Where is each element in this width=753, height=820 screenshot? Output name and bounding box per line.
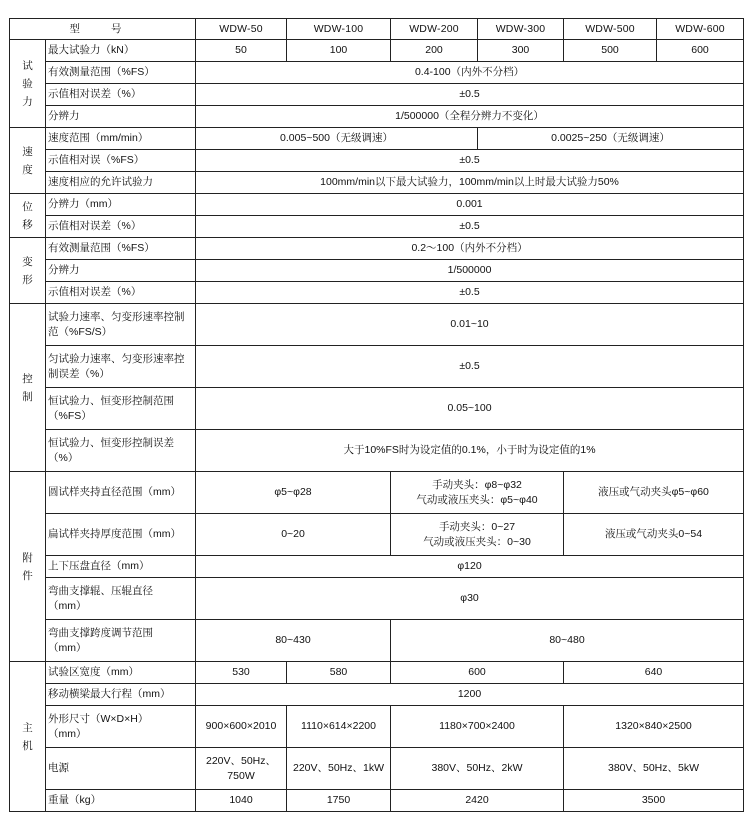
cell-value: 0.05~100 xyxy=(196,388,744,430)
cell-value: 0.0025~250（无级调速） xyxy=(478,128,744,150)
category-main: 主 机 xyxy=(10,662,46,812)
table-row xyxy=(10,472,744,514)
table-row xyxy=(10,514,744,556)
cell-value: 200 xyxy=(391,40,478,62)
table-row xyxy=(10,388,744,430)
cell-value: ±0.5 xyxy=(196,150,744,172)
row-label: 示值相对误差（%） xyxy=(46,84,196,106)
table-row xyxy=(10,430,744,472)
cell-value: 220V、50Hz、 750W xyxy=(196,748,287,790)
table-row xyxy=(10,40,744,62)
model-wdw-100: WDW-100 xyxy=(287,19,391,40)
row-label: 外形尺寸（W×D×H） （mm） xyxy=(46,706,196,748)
row-label: 匀试验力速率、匀变形速率控 制误差（%） xyxy=(46,346,196,388)
row-label: 扁试样夹持厚度范围（mm） xyxy=(46,514,196,556)
cell-value: ±0.5 xyxy=(196,282,744,304)
cell-value: 500 xyxy=(564,40,657,62)
cell-value: 50 xyxy=(196,40,287,62)
row-label: 示值相对误差（%） xyxy=(46,216,196,238)
model-wdw-200: WDW-200 xyxy=(391,19,478,40)
category-control: 控 制 xyxy=(10,304,46,472)
table-row xyxy=(10,106,744,128)
row-label: 分辨力（mm） xyxy=(46,194,196,216)
cell-value: 220V、50Hz、1kW xyxy=(287,748,391,790)
row-label: 恒试验力、恒变形控制误差 （%） xyxy=(46,430,196,472)
cell-value: φ5~φ28 xyxy=(196,472,391,514)
table-row xyxy=(10,346,744,388)
cell-value: 大于10%FS时为设定值的0.1%，小于时为设定值的1% xyxy=(196,430,744,472)
cell-value: 0~20 xyxy=(196,514,391,556)
spec-table xyxy=(9,18,744,812)
header-row xyxy=(10,19,744,40)
cell-value: ±0.5 xyxy=(196,216,744,238)
category-deformation: 变 形 xyxy=(10,238,46,304)
cell-value: 0.4-100（内外不分档） xyxy=(196,62,744,84)
table-row xyxy=(10,304,744,346)
cell-value: 0.001 xyxy=(196,194,744,216)
cell-value: 380V、50Hz、2kW xyxy=(391,748,564,790)
cell-value: 80~480 xyxy=(391,620,744,662)
table-row xyxy=(10,128,744,150)
cell-value: 600 xyxy=(391,662,564,684)
model-wdw-50: WDW-50 xyxy=(196,19,287,40)
category-accessories: 附 件 xyxy=(10,472,46,662)
table-row xyxy=(10,748,744,790)
table-row xyxy=(10,662,744,684)
cell-value: 640 xyxy=(564,662,744,684)
table-row xyxy=(10,238,744,260)
cell-value: 2420 xyxy=(391,790,564,812)
cell-value: 1/500000 xyxy=(196,260,744,282)
row-label: 分辨力 xyxy=(46,260,196,282)
model-wdw-300: WDW-300 xyxy=(478,19,564,40)
cell-value: 1180×700×2400 xyxy=(391,706,564,748)
table-row xyxy=(10,790,744,812)
table-row xyxy=(10,62,744,84)
table-row xyxy=(10,578,744,620)
row-label: 重量（kg） xyxy=(46,790,196,812)
cell-value: 液压或气动夹头φ5~φ60 xyxy=(564,472,744,514)
table-row xyxy=(10,150,744,172)
category-displacement: 位 移 xyxy=(10,194,46,238)
cell-value: 0.005~500（无级调速） xyxy=(196,128,478,150)
model-label: 型 号 xyxy=(10,19,196,40)
row-label: 试验力速率、匀变形速率控制 范（%FS/S） xyxy=(46,304,196,346)
cell-value: ±0.5 xyxy=(196,84,744,106)
row-label: 恒试验力、恒变形控制范围 （%FS） xyxy=(46,388,196,430)
table-row xyxy=(10,556,744,578)
cell-value: 300 xyxy=(478,40,564,62)
cell-value: φ120 xyxy=(196,556,744,578)
row-label: 圆试样夹持直径范围（mm） xyxy=(46,472,196,514)
cell-value: 1040 xyxy=(196,790,287,812)
cell-value: 580 xyxy=(287,662,391,684)
cell-value: 1200 xyxy=(196,684,744,706)
row-label: 最大试验力（kN） xyxy=(46,40,196,62)
table-row xyxy=(10,684,744,706)
row-label: 上下压盘直径（mm） xyxy=(46,556,196,578)
category-speed: 速 度 xyxy=(10,128,46,194)
row-label: 速度相应的允许试验力 xyxy=(46,172,196,194)
cell-value: 手动夹头：φ8~φ32 气动或液压夹头：φ5~φ40 xyxy=(391,472,564,514)
row-label: 移动横梁最大行程（mm） xyxy=(46,684,196,706)
row-label: 示值相对误差（%） xyxy=(46,282,196,304)
table-row xyxy=(10,172,744,194)
row-label: 电源 xyxy=(46,748,196,790)
table-row xyxy=(10,84,744,106)
cell-value: 100mm/min以下最大试验力，100mm/min以上时最大试验力50% xyxy=(196,172,744,194)
cell-value: 0.2～100（内外不分档） xyxy=(196,238,744,260)
row-label: 弯曲支撑跨度调节范围 （mm） xyxy=(46,620,196,662)
row-label: 分辨力 xyxy=(46,106,196,128)
row-label: 速度范围（mm/min） xyxy=(46,128,196,150)
cell-value: 380V、50Hz、5kW xyxy=(564,748,744,790)
table-row xyxy=(10,216,744,238)
spec-table-container xyxy=(9,18,744,812)
cell-value: 80~430 xyxy=(196,620,391,662)
cell-value: 1110×614×2200 xyxy=(287,706,391,748)
table-row xyxy=(10,282,744,304)
row-label: 示值相对误（%FS） xyxy=(46,150,196,172)
table-row xyxy=(10,194,744,216)
cell-value: 900×600×2010 xyxy=(196,706,287,748)
table-row xyxy=(10,260,744,282)
row-label: 弯曲支撑辊、压辊直径 （mm） xyxy=(46,578,196,620)
cell-value: 手动夹头：0~27 气动或液压夹头：0~30 xyxy=(391,514,564,556)
cell-value: 0.01~10 xyxy=(196,304,744,346)
row-label: 有效测量范围（%FS） xyxy=(46,62,196,84)
row-label: 试验区宽度（mm） xyxy=(46,662,196,684)
cell-value: 530 xyxy=(196,662,287,684)
cell-value: 1/500000（全程分辨力不变化） xyxy=(196,106,744,128)
model-wdw-500: WDW-500 xyxy=(564,19,657,40)
table-row xyxy=(10,620,744,662)
cell-value: 液压或气动夹头0~54 xyxy=(564,514,744,556)
cell-value: φ30 xyxy=(196,578,744,620)
table-row xyxy=(10,706,744,748)
cell-value: 600 xyxy=(657,40,744,62)
row-label: 有效测量范围（%FS） xyxy=(46,238,196,260)
cell-value: 100 xyxy=(287,40,391,62)
cell-value: 1320×840×2500 xyxy=(564,706,744,748)
cell-value: 1750 xyxy=(287,790,391,812)
cell-value: ±0.5 xyxy=(196,346,744,388)
category-force: 试 验 力 xyxy=(10,40,46,128)
model-wdw-600: WDW-600 xyxy=(657,19,744,40)
cell-value: 3500 xyxy=(564,790,744,812)
